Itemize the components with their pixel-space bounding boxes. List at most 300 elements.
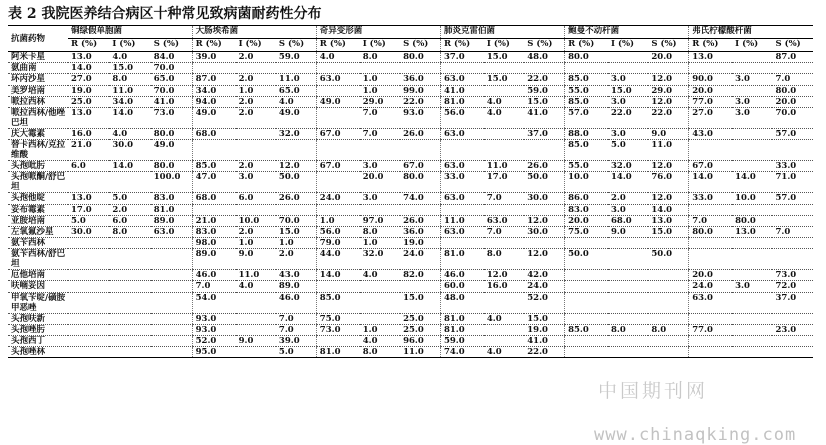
value-cell [772,336,813,347]
value-cell [360,292,400,313]
value-cell [236,140,276,161]
value-cell: 30.0 [109,140,150,161]
value-cell: 75.0 [316,313,359,324]
drug-name: 环丙沙星 [8,74,68,85]
table-row [8,313,813,324]
value-cell [440,140,483,161]
value-cell: 20.0 [689,85,732,96]
value-cell [772,347,813,358]
value-cell [236,128,276,139]
value-cell [68,281,109,292]
value-cell: 68.0 [192,193,235,204]
subheader-cell: S (%) [524,39,564,52]
value-cell: 10.0 [732,193,772,204]
value-cell: 12.0 [648,161,688,172]
value-cell: 87.0 [192,74,235,85]
value-cell: 56.0 [316,226,359,237]
value-cell [400,281,440,292]
drug-name: 头孢吡肟 [8,161,68,172]
value-cell: 19.0 [524,324,564,335]
table-row [8,270,813,281]
value-cell [524,238,564,249]
value-cell: 20.0 [772,96,813,107]
value-cell: 1.0 [236,238,276,249]
value-cell: 67.0 [400,161,440,172]
value-cell [316,204,359,215]
value-cell: 14.0 [109,161,150,172]
value-cell: 37.0 [772,292,813,313]
value-cell [192,204,235,215]
table-row [8,107,813,128]
value-cell [276,140,316,161]
value-cell: 13.0 [68,52,109,63]
value-cell: 14.0 [689,172,732,193]
value-cell: 37.0 [440,52,483,63]
value-cell [440,63,483,74]
subheader-cell: I (%) [484,39,524,52]
value-cell: 50.0 [276,172,316,193]
value-cell: 19.0 [68,85,109,96]
value-cell [689,249,732,270]
value-cell: 10.0 [565,172,608,193]
table-row [8,249,813,270]
value-cell: 34.0 [109,96,150,107]
value-cell: 59.0 [276,52,316,63]
table-row [8,215,813,226]
value-cell: 26.0 [400,215,440,226]
value-cell [68,324,109,335]
subheader-cell: I (%) [732,39,772,52]
value-cell [360,204,400,215]
value-cell: 7.0 [276,313,316,324]
value-cell: 63.0 [151,226,192,237]
drug-name: 妥布霉素 [8,204,68,215]
value-cell [608,270,648,281]
value-cell: 6.0 [109,215,150,226]
value-cell: 7.0 [484,226,524,237]
value-cell: 36.0 [400,74,440,85]
value-cell [236,292,276,313]
value-cell [109,270,150,281]
value-cell [608,347,648,358]
value-cell: 4.0 [484,96,524,107]
value-cell: 49.0 [151,140,192,161]
drug-name: 美罗培南 [8,85,68,96]
value-cell [484,204,524,215]
value-cell [400,204,440,215]
value-cell: 72.0 [772,281,813,292]
value-cell [608,63,648,74]
value-cell: 13.0 [68,107,109,128]
value-cell: 89.0 [192,249,235,270]
value-cell [524,63,564,74]
drug-name: 甲氧苄啶/磺胺甲恶唑 [8,292,68,313]
value-cell: 20.0 [565,215,608,226]
value-cell: 8.0 [360,226,400,237]
value-cell [484,85,524,96]
value-cell: 11.0 [109,85,150,96]
value-cell [151,292,192,313]
value-cell: 81.0 [440,324,483,335]
subheader-cell: S (%) [400,39,440,52]
value-cell: 85.0 [316,292,359,313]
value-cell: 43.0 [276,270,316,281]
value-cell: 77.0 [689,96,732,107]
value-cell: 80.0 [772,85,813,96]
value-cell [732,336,772,347]
value-cell [772,249,813,270]
value-cell: 1.0 [236,85,276,96]
value-cell: 13.0 [648,215,688,226]
value-cell [151,324,192,335]
subheader-row [8,39,813,52]
value-cell [151,270,192,281]
value-cell: 14.0 [648,204,688,215]
value-cell: 24.0 [689,281,732,292]
value-cell: 3.0 [732,281,772,292]
value-cell: 13.0 [68,193,109,204]
value-cell [360,281,400,292]
value-cell: 50.0 [648,249,688,270]
table-row [8,74,813,85]
value-cell: 15.0 [484,52,524,63]
value-cell: 5.0 [68,215,109,226]
value-cell [68,313,109,324]
value-cell: 24.0 [400,249,440,270]
value-cell: 75.0 [565,226,608,237]
value-cell: 29.0 [360,96,400,107]
value-cell [524,204,564,215]
value-cell: 8.0 [608,324,648,335]
value-cell: 2.0 [608,193,648,204]
value-cell [689,313,732,324]
value-cell: 74.0 [400,193,440,204]
value-cell: 15.0 [648,226,688,237]
value-cell: 2.0 [236,96,276,107]
subheader-cell: I (%) [236,39,276,52]
value-cell: 15.0 [484,74,524,85]
value-cell: 5.0 [608,140,648,161]
value-cell: 12.0 [648,96,688,107]
value-cell: 99.0 [400,85,440,96]
value-cell: 59.0 [440,336,483,347]
value-cell: 20.0 [648,52,688,63]
value-cell: 12.0 [524,249,564,270]
value-cell: 15.0 [524,96,564,107]
value-cell: 46.0 [440,270,483,281]
value-cell: 8.0 [109,74,150,85]
value-cell [316,140,359,161]
value-cell: 34.0 [192,85,235,96]
value-cell: 15.0 [608,85,648,96]
value-cell [772,313,813,324]
value-cell [109,336,150,347]
value-cell [484,63,524,74]
value-cell: 36.0 [400,226,440,237]
value-cell: 89.0 [276,281,316,292]
drug-name: 头孢唑肟 [8,324,68,335]
value-cell: 30.0 [68,226,109,237]
value-cell [316,336,359,347]
value-cell: 7.0 [689,215,732,226]
value-cell [68,249,109,270]
value-cell: 23.0 [772,324,813,335]
subheader-cell: R (%) [440,39,483,52]
value-cell: 73.0 [772,270,813,281]
value-cell [109,281,150,292]
value-cell: 12.0 [648,74,688,85]
value-cell: 65.0 [151,74,192,85]
value-cell [151,347,192,358]
value-cell: 47.0 [192,172,235,193]
value-cell: 70.0 [772,107,813,128]
value-cell: 11.0 [400,347,440,358]
value-cell [689,140,732,161]
value-cell [608,249,648,270]
subheader-cell: I (%) [608,39,648,52]
value-cell: 48.0 [524,52,564,63]
value-cell: 71.0 [772,172,813,193]
value-cell: 25.0 [400,324,440,335]
drug-name: 哌拉西林/他唑巴坦 [8,107,68,128]
value-cell: 52.0 [524,292,564,313]
subheader-cell: R (%) [192,39,235,52]
value-cell: 7.0 [360,107,400,128]
value-cell: 3.0 [236,172,276,193]
value-cell: 41.0 [524,336,564,347]
value-cell [68,238,109,249]
value-cell [608,292,648,313]
value-cell [608,52,648,63]
value-cell: 7.0 [772,74,813,85]
value-cell: 3.0 [360,161,400,172]
value-cell [316,172,359,193]
value-cell: 67.0 [689,161,732,172]
value-cell: 9.0 [648,128,688,139]
value-cell: 80.0 [400,52,440,63]
value-cell: 11.0 [484,161,524,172]
value-cell: 5.0 [276,347,316,358]
value-cell: 8.0 [648,324,688,335]
value-cell: 11.0 [236,270,276,281]
value-cell: 15.0 [276,226,316,237]
subheader-cell: I (%) [109,39,150,52]
table-body [8,52,813,358]
value-cell [109,347,150,358]
value-cell: 21.0 [68,140,109,161]
value-cell [440,238,483,249]
value-cell [648,270,688,281]
subheader-cell: S (%) [276,39,316,52]
table-row [8,324,813,335]
value-cell: 22.0 [524,74,564,85]
value-cell: 41.0 [440,85,483,96]
value-cell: 2.0 [109,204,150,215]
table-row [8,128,813,139]
subheader-cell: R (%) [689,39,732,52]
value-cell: 79.0 [316,238,359,249]
value-cell [400,63,440,74]
value-cell [151,281,192,292]
value-cell: 32.0 [276,128,316,139]
value-cell: 26.0 [276,193,316,204]
value-cell: 7.0 [192,281,235,292]
value-cell: 55.0 [565,85,608,96]
value-cell: 65.0 [276,85,316,96]
value-cell: 8.0 [360,52,400,63]
value-cell: 22.0 [608,107,648,128]
value-cell: 4.0 [109,128,150,139]
value-cell: 57.0 [565,107,608,128]
value-cell: 63.0 [440,226,483,237]
value-cell: 42.0 [524,270,564,281]
resistance-table [8,25,813,358]
value-cell: 30.0 [524,226,564,237]
value-cell: 93.0 [192,313,235,324]
value-cell: 4.0 [109,52,150,63]
value-cell [648,63,688,74]
value-cell: 44.0 [316,249,359,270]
value-cell [732,249,772,270]
value-cell: 12.0 [648,193,688,204]
table-row [8,85,813,96]
value-cell: 12.0 [484,270,524,281]
value-cell: 80.0 [151,161,192,172]
drug-name: 厄他培南 [8,270,68,281]
value-cell [360,140,400,161]
value-cell: 50.0 [565,249,608,270]
value-cell: 81.0 [440,96,483,107]
value-cell: 22.0 [400,96,440,107]
value-cell [192,140,235,161]
value-cell: 33.0 [772,161,813,172]
value-cell: 86.0 [565,193,608,204]
value-cell: 76.0 [648,172,688,193]
value-cell [484,336,524,347]
value-cell: 1.0 [360,85,400,96]
organism-header: 铜绿假单胞菌 [68,26,192,39]
value-cell: 3.0 [608,128,648,139]
drug-column-header: 抗菌药物 [8,26,68,52]
value-cell: 74.0 [440,347,483,358]
value-cell: 85.0 [192,161,235,172]
value-cell [276,204,316,215]
value-cell: 5.0 [109,193,150,204]
value-cell: 11.0 [440,215,483,226]
value-cell: 81.0 [151,204,192,215]
value-cell: 88.0 [565,128,608,139]
value-cell: 81.0 [440,249,483,270]
value-cell: 80.0 [565,52,608,63]
value-cell: 12.0 [524,215,564,226]
value-cell: 3.0 [732,74,772,85]
organism-header: 鲍曼不动杆菌 [565,26,689,39]
drug-name: 头孢唑林 [8,347,68,358]
value-cell: 83.0 [565,204,608,215]
value-cell [772,140,813,161]
value-cell: 3.0 [732,107,772,128]
value-cell: 63.0 [484,215,524,226]
value-cell: 46.0 [192,270,235,281]
value-cell [484,128,524,139]
value-cell: 1.0 [360,324,400,335]
value-cell: 32.0 [608,161,648,172]
table-title: 表 2 我院医养结合病区十种常见致病菌耐药性分布 [8,6,322,22]
value-cell: 4.0 [484,313,524,324]
value-cell [68,347,109,358]
drug-name: 哌拉西林 [8,96,68,107]
value-cell: 22.0 [524,347,564,358]
value-cell [732,270,772,281]
value-cell: 89.0 [151,215,192,226]
value-cell [484,324,524,335]
value-cell: 98.0 [192,238,235,249]
value-cell [648,336,688,347]
value-cell: 1.0 [360,238,400,249]
value-cell [236,313,276,324]
value-cell [68,270,109,281]
value-cell: 17.0 [68,204,109,215]
value-cell [440,204,483,215]
value-cell: 49.0 [316,96,359,107]
value-cell [236,324,276,335]
drug-name: 头孢西丁 [8,336,68,347]
drug-name: 左氧氟沙星 [8,226,68,237]
value-cell [484,292,524,313]
value-cell: 80.0 [400,172,440,193]
table-row [8,172,813,193]
value-cell [565,292,608,313]
value-cell: 7.0 [484,193,524,204]
value-cell: 85.0 [565,74,608,85]
value-cell: 49.0 [276,107,316,128]
value-cell [236,347,276,358]
value-cell: 8.0 [484,249,524,270]
value-cell: 11.0 [648,140,688,161]
value-cell: 19.0 [400,238,440,249]
drug-name: 氨苄西林/舒巴坦 [8,249,68,270]
value-cell: 16.0 [484,281,524,292]
value-cell: 4.0 [236,281,276,292]
value-cell: 33.0 [689,193,732,204]
value-cell [316,63,359,74]
value-cell: 63.0 [440,161,483,172]
value-cell: 29.0 [648,85,688,96]
value-cell: 63.0 [689,292,732,313]
value-cell [772,63,813,74]
value-cell [109,172,150,193]
value-cell: 3.0 [360,193,400,204]
value-cell: 4.0 [484,107,524,128]
subheader-cell: S (%) [772,39,813,52]
value-cell: 39.0 [276,336,316,347]
value-cell: 97.0 [360,215,400,226]
value-cell: 17.0 [484,172,524,193]
value-cell: 26.0 [400,128,440,139]
value-cell: 83.0 [151,193,192,204]
value-cell: 3.0 [608,96,648,107]
value-cell: 15.0 [400,292,440,313]
value-cell: 8.0 [360,347,400,358]
value-cell [732,63,772,74]
table-row [8,96,813,107]
drug-name: 亚胺培南 [8,215,68,226]
value-cell: 80.0 [689,226,732,237]
value-cell: 70.0 [276,215,316,226]
drug-name: 氨曲南 [8,63,68,74]
value-cell [276,63,316,74]
value-cell [151,238,192,249]
